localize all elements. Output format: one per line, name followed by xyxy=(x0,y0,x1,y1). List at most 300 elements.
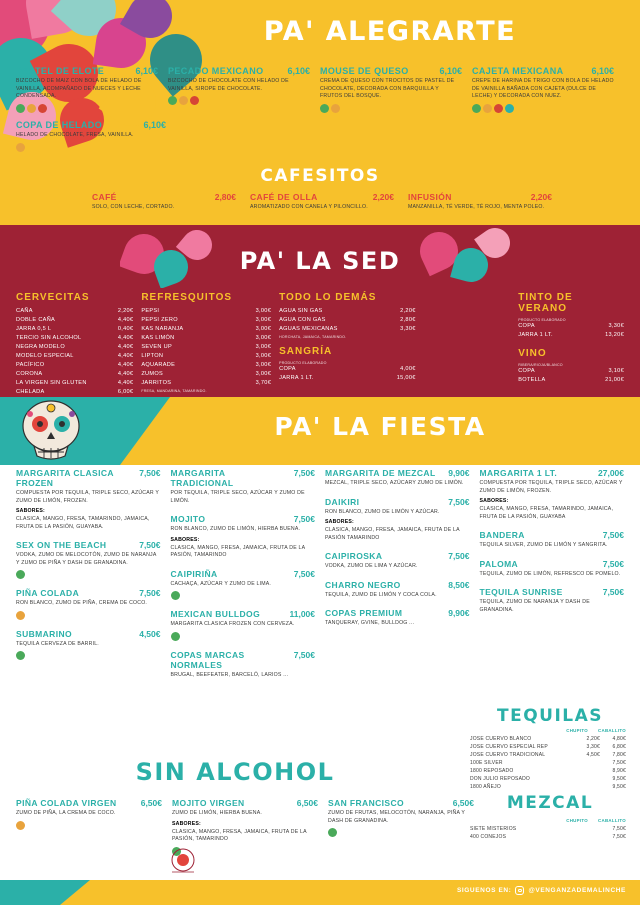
spirit-price-caballito: 4,80€ xyxy=(612,736,626,742)
drink-name: DOBLE CAÑA xyxy=(16,317,56,324)
drink-line xyxy=(518,376,624,385)
menu-item xyxy=(472,66,614,113)
menu-item xyxy=(480,468,625,521)
allergen-icons xyxy=(472,104,614,113)
item-name: CAIPIRIÑA xyxy=(170,568,218,579)
column-header: CERVECITAS xyxy=(16,292,90,303)
item-flavours-label: SABORES: xyxy=(172,820,201,827)
item-description: TEQUILA CERVEZA DE BARRIL. xyxy=(16,640,99,647)
column-header: REFRESQUITOS xyxy=(141,292,233,303)
item-flavours: CLASICA, MANGO, FRESA, TAMARINDO, JAMAICA, FRUTA DE LA PASIÓN, GUAYABA. xyxy=(16,516,150,530)
spirit-price-chupito xyxy=(574,759,600,767)
item-description: RON BLANCO, ZUMO DE LIMÓN, HIERBA BUENA. xyxy=(170,526,301,533)
item-price: 6,10€ xyxy=(287,66,310,76)
drink-price: 21,00€ xyxy=(605,377,624,384)
spirit-price-caballito: 7,50€ xyxy=(612,834,626,840)
drink-name: AGUA CON GAS xyxy=(279,317,326,324)
drink-line xyxy=(141,307,271,316)
sin-alcohol-items xyxy=(16,798,476,856)
item-price: 7,50€ xyxy=(139,588,161,599)
drink-name: AGUAS MEXICANAS xyxy=(279,326,338,333)
item-name: CAFÉ DE OLLA xyxy=(250,192,318,202)
drink-line xyxy=(279,365,416,374)
item-name: MOJITO VIRGEN xyxy=(172,798,245,808)
drink-name: CAÑA xyxy=(16,308,33,314)
spirit-price-caballito: 9,50€ xyxy=(612,784,626,790)
item-name: BANDERA xyxy=(479,530,525,541)
column-header: TODO LO DEMÁS xyxy=(279,292,377,303)
brand-stamp xyxy=(160,845,206,875)
item-name: CAIPIROSKA xyxy=(325,551,383,562)
drink-name: PEPSI ZERO xyxy=(141,317,178,324)
column-note: PRODUCTO ELABORADO xyxy=(279,361,327,366)
allergen-icons xyxy=(171,591,316,600)
item-price: 6,50€ xyxy=(452,798,474,808)
spirit-row xyxy=(470,833,626,841)
drink-line xyxy=(16,325,133,334)
allergen-icons xyxy=(16,611,161,620)
item-description: AROMATIZADO CON CANELA Y PILONCILLO. xyxy=(250,204,368,210)
item-price: 6,10€ xyxy=(135,66,158,76)
item-price: 8,50€ xyxy=(448,579,470,590)
item-price: 6,10€ xyxy=(143,120,166,130)
item-price: 7,50€ xyxy=(293,568,315,579)
item-flavours-label: SABORES: xyxy=(16,508,45,515)
drink-price: 15,00€ xyxy=(396,375,416,382)
drink-price: 3,00€ xyxy=(255,362,272,369)
drink-price: 4,00€ xyxy=(400,366,416,373)
spirit-name: DON JULIO REPOSADO xyxy=(470,776,530,782)
drink-price: 2,20€ xyxy=(400,308,416,314)
item-description: BIZCOCHO DE MAIZ CON BOLA DE HELADO DE VAINILLA, ACOMPAÑADO DE NUECES Y LECHE CONDENSADA. xyxy=(16,78,142,100)
mezcal-list xyxy=(470,818,626,841)
item-price: 6,10€ xyxy=(591,66,614,76)
item-price: 7,50€ xyxy=(293,514,315,525)
item-price: 4,50€ xyxy=(139,628,161,639)
spirit-name: JOSE CUERVO BLANCO xyxy=(470,736,532,742)
item-name: SEX ON THE BEACH xyxy=(16,540,107,551)
drink-price: 3,00€ xyxy=(255,317,272,324)
column-header-vino: VINO xyxy=(518,348,547,360)
drink-line xyxy=(518,322,624,331)
drink-line xyxy=(16,343,133,352)
column-header-sangria: SANGRÍA xyxy=(279,346,333,358)
drink-name: JARRITOS xyxy=(141,380,172,387)
menu-item xyxy=(325,580,470,600)
item-description: BIZCOCHO DE CHOCOLATE CON HELADO DE VAINILLA, SIROPE DE CHOCOLATE. xyxy=(168,78,289,92)
item-price: 11,00€ xyxy=(289,609,315,620)
menu-item xyxy=(92,192,236,212)
menu-item xyxy=(168,66,310,113)
item-name: MARGARITA TRADICIONAL xyxy=(170,468,234,488)
header-caballito: CABALLITO xyxy=(598,818,626,823)
item-name: MARGARITA DE MEZCAL xyxy=(325,468,436,478)
item-name: MEXICAN BULLDOG xyxy=(170,609,261,620)
instagram-icon[interactable] xyxy=(515,886,524,895)
item-flavours: CLASICA, MANGO, FRESA, JAMAICA, FRUTA DE LA PASIÓN, TAMARINDO xyxy=(170,544,305,559)
item-flavours-label: SABORES: xyxy=(325,519,354,526)
spirit-row xyxy=(470,759,626,767)
sed-columns xyxy=(16,292,624,407)
item-name: MARGARITA 1 LT. xyxy=(479,468,558,478)
drink-price: 3,00€ xyxy=(255,371,272,378)
drink-line xyxy=(16,316,133,325)
drink-price: 3,00€ xyxy=(255,344,272,351)
cocktail-column-2 xyxy=(171,468,316,688)
drink-line xyxy=(279,307,416,316)
drink-price: 3,10€ xyxy=(608,368,624,375)
item-name: COPAS MARCAS NORMALES xyxy=(170,649,245,670)
drink-line xyxy=(141,352,271,361)
item-price: 7,50€ xyxy=(602,530,624,541)
item-price: 27,00€ xyxy=(598,468,624,478)
item-name: CHARRO NEGRO xyxy=(325,579,401,590)
section-title-tequilas: TEQUILAS xyxy=(496,706,604,726)
drink-line xyxy=(141,316,271,325)
section-title-mezcal: MEZCAL xyxy=(506,793,594,813)
item-description: TEQUILA, ZUMO DE LIMÓN Y COCA COLA. xyxy=(325,591,437,598)
item-name: CAFÉ xyxy=(92,192,117,202)
drink-price: 4,40€ xyxy=(117,353,134,360)
drink-line xyxy=(279,374,416,383)
drink-name: KAS LIMÓN xyxy=(141,335,175,342)
drink-name: CORONA xyxy=(16,371,43,378)
menu-item xyxy=(16,629,161,661)
menu-item xyxy=(320,66,462,113)
cocktail-column-4 xyxy=(480,468,625,688)
spirit-name: 1800 REPOSADO xyxy=(470,768,514,774)
allergen-icons xyxy=(16,104,158,113)
menu-item xyxy=(16,798,162,856)
spirit-name: 100E SILVER xyxy=(470,760,503,766)
item-price: 2,20€ xyxy=(372,192,394,202)
menu-item xyxy=(480,559,625,579)
spirit-name: JOSE CUERVO TRADICIONAL xyxy=(470,752,546,758)
menu-item xyxy=(325,608,470,628)
drink-name: AQUARADE xyxy=(141,362,176,369)
drink-name: SEVEN UP xyxy=(141,344,173,351)
allergen-icons xyxy=(320,104,462,113)
drinks-column-tinto-vino xyxy=(518,292,624,407)
spirit-row xyxy=(470,783,626,791)
drink-line xyxy=(16,379,133,388)
item-price: 7,50€ xyxy=(293,468,315,478)
menu-item xyxy=(16,66,158,113)
drink-price: 2,20€ xyxy=(117,308,134,314)
item-flavours: CLASICA, MANGO, FRESA, TAMARINDO, JAMAICA, FRUTA DE LA PASIÓN, GUAYABA xyxy=(479,506,614,520)
drink-line xyxy=(518,367,624,376)
drink-name: MODELO ESPECIAL xyxy=(16,353,74,360)
item-price: 7,50€ xyxy=(139,468,161,478)
drink-line xyxy=(16,334,133,343)
drink-price: 3,00€ xyxy=(255,308,272,314)
column-note: HORCHATA, JAMAICA, TAMARINDO. xyxy=(279,335,347,340)
cafesitos-items xyxy=(92,192,552,212)
drink-line xyxy=(141,334,271,343)
spirit-price-caballito: 9,50€ xyxy=(612,776,626,782)
item-name: PALOMA xyxy=(479,558,519,569)
drink-price: 0,40€ xyxy=(117,326,134,333)
item-description: TEQUILA, ZUMO DE LIMÓN, REFRESCO DE POMELO. xyxy=(479,570,621,577)
drink-price: 4,40€ xyxy=(117,317,134,324)
item-price: 6,50€ xyxy=(296,798,318,808)
spirit-row xyxy=(470,735,626,743)
spirit-price-chupito xyxy=(574,767,600,775)
item-name: MARGARITA CLASICA FROZEN xyxy=(16,468,114,488)
item-description: CACHAÇA, AZÚCAR Y ZUMO DE LIMA. xyxy=(170,580,272,587)
spirit-table-header xyxy=(470,818,626,823)
allergen-icons xyxy=(16,651,161,660)
cocktail-column-1 xyxy=(16,468,161,688)
instagram-handle[interactable]: @VENGANZADEMALINCHE xyxy=(528,887,626,894)
item-price: 2,80€ xyxy=(214,192,236,202)
drinks-column-cervecitas xyxy=(16,292,133,407)
spirit-row xyxy=(470,751,626,759)
social-follow[interactable] xyxy=(457,886,626,895)
drink-name: COPA xyxy=(518,323,535,329)
menu-item xyxy=(171,609,316,641)
menu-item xyxy=(328,798,474,856)
item-price: 6,10€ xyxy=(439,66,462,76)
drink-name: ZUMOS xyxy=(141,371,164,378)
item-flavours: CLASICA, MANGO, FRESA, JAMAICA, FRUTA DE LA PASIÓN, TAMARINDO xyxy=(172,828,307,843)
item-name: PIÑA COLADA VIRGEN xyxy=(16,798,117,808)
spirit-price-chupito xyxy=(574,833,600,841)
drink-price: 2,80€ xyxy=(400,317,416,324)
menu-item xyxy=(16,468,161,531)
section-title-sed: PA' LA SED xyxy=(239,247,401,275)
drink-price: 3,00€ xyxy=(255,353,272,360)
spirit-price-chupito xyxy=(574,825,600,833)
spirit-price-caballito: 7,50€ xyxy=(612,826,626,832)
drink-line xyxy=(141,370,271,379)
allergen-icons xyxy=(168,96,310,105)
menu-item xyxy=(408,192,552,212)
item-description: SOLO, CON LECHE, CORTADO. xyxy=(92,204,175,210)
drink-name: TERCIO SIN ALCOHOL xyxy=(16,335,82,342)
item-price: 7,50€ xyxy=(448,496,470,507)
drink-line xyxy=(518,331,624,340)
menu-item xyxy=(480,587,625,614)
column-note: FRESA, MANDARINA, TAMARINDO. xyxy=(141,389,207,394)
drink-price: 4,40€ xyxy=(117,344,134,351)
menu-item xyxy=(16,588,161,620)
sugar-skull-illustration xyxy=(8,400,94,462)
item-description: RON BLANCO, ZUMO DE LIMÓN Y AZÚCAR. xyxy=(325,508,440,515)
spacer xyxy=(424,292,511,407)
item-price: 2,20€ xyxy=(530,192,552,202)
spirit-row xyxy=(470,767,626,775)
menu-item xyxy=(16,120,166,152)
item-name: MOUSE DE QUESO xyxy=(320,66,409,76)
item-price: 7,50€ xyxy=(448,551,470,562)
drink-price: 3,30€ xyxy=(608,323,624,329)
drink-name: NEGRA MODELO xyxy=(16,344,65,351)
drink-price: 4,40€ xyxy=(117,371,134,378)
column-note: PRODUCTO ELABORADO xyxy=(518,318,566,322)
item-description: HELADO DE CHOCOLATE, FRESA, VAINILLA. xyxy=(16,132,134,138)
spirit-row xyxy=(470,775,626,783)
item-description: VODKA, ZUMO DE MELOCOTÓN, ZUMO DE NARANJA Y ZUMO DE PIÑA Y DASH DE GRANADINA. xyxy=(16,552,157,566)
drinks-column-todo-lo-demas xyxy=(279,292,416,407)
drink-price: 13,20€ xyxy=(605,332,624,339)
spirit-price-caballito: 7,80€ xyxy=(612,752,626,758)
item-name: PASTEL DE ELOTE xyxy=(16,66,105,76)
item-flavours: CLASICA, MANGO, FRESA, JAMAICA, FRUTA DE LA PASIÓN TAMARINDO xyxy=(325,527,460,541)
allergen-icons xyxy=(16,821,162,830)
item-name: CAJETA MEXICANA xyxy=(472,66,564,76)
drink-line xyxy=(16,352,133,361)
drink-price: 6,00€ xyxy=(117,389,134,396)
item-name: MOJITO xyxy=(170,514,206,525)
drink-price: 4,40€ xyxy=(117,362,134,369)
spirit-price-caballito: 7,50€ xyxy=(612,760,626,766)
item-price: 9,90€ xyxy=(448,468,470,478)
item-description: ZUMO DE LIMÓN, HIERBA BUENA. xyxy=(172,810,263,816)
allergen-icons xyxy=(328,828,474,837)
item-price: 7,50€ xyxy=(293,649,315,660)
item-description: BRUGAL, BEEFEATER, BARCELÓ, LARIOS ... xyxy=(170,671,289,678)
item-description: TANQUERAY, GVINE, BULLDOG ... xyxy=(325,620,415,627)
drink-name: KAS NARANJA xyxy=(141,326,184,333)
follow-label: SIGUENOS EN: xyxy=(456,887,512,894)
item-description: ZUMO DE PIÑA, LA CREMA DE COCO. xyxy=(16,810,116,816)
item-name: PIÑA COLADA xyxy=(16,588,80,599)
drinks-column-refresquitos xyxy=(141,292,271,407)
alegrarte-items xyxy=(16,66,624,113)
drink-line xyxy=(279,316,416,325)
item-price: 9,90€ xyxy=(448,608,470,619)
item-name: COPA DE HELADO xyxy=(16,120,103,130)
tequilas-list xyxy=(470,728,626,791)
menu-item xyxy=(325,468,470,488)
spirit-name: 400 CONEJOS xyxy=(470,834,507,840)
drink-price: 4,40€ xyxy=(117,380,134,387)
drink-line xyxy=(16,370,133,379)
drink-name: JARRA 0,5 L xyxy=(16,326,52,333)
header-chupito: CHUPITO xyxy=(566,818,588,823)
menu-item xyxy=(480,530,625,550)
item-flavours-label: SABORES: xyxy=(170,536,200,543)
drink-line xyxy=(141,379,271,388)
spirit-table-header xyxy=(470,728,626,733)
spirit-price-chupito: 3,30€ xyxy=(586,744,600,750)
drink-name: JARRA 1 LT. xyxy=(279,375,314,382)
menu-item xyxy=(171,468,316,505)
drink-price: 3,00€ xyxy=(255,326,272,333)
item-description: TEQUILA SILVER, ZUMO DE LIMÓN Y SANGRITA. xyxy=(479,542,608,549)
menu-item xyxy=(16,540,161,579)
drink-name: COPA xyxy=(279,366,296,373)
drink-price: 3,70€ xyxy=(255,380,272,387)
cocktail-column-3 xyxy=(325,468,470,688)
item-price: 6,50€ xyxy=(140,798,162,808)
drink-name: AGUA SIN GAS xyxy=(279,308,323,314)
drink-line xyxy=(141,361,271,370)
spirit-price-caballito: 6,80€ xyxy=(612,744,626,750)
menu-item xyxy=(171,569,316,601)
spirit-name: 1800 AÑEJO xyxy=(470,784,501,790)
item-description: POR TEQUILA, TRIPLE SECO, AZÚCAR Y ZUMO DE LIMÓN. xyxy=(170,490,305,504)
drink-line xyxy=(141,325,271,334)
item-description: CREMA DE QUESO CON TROCITOS DE PASTEL DE CHOCOLATE, DECORADA CON BARQUILLA Y FRUTOS DEL BOSQUE. xyxy=(320,78,455,100)
drink-name: PEPSI xyxy=(141,308,160,314)
item-description: VODKA, ZUMO DE LIMA Y AZÚCAR. xyxy=(325,563,418,570)
drink-name: JARRA 1 LT. xyxy=(518,332,553,339)
spirit-name: JOSE CUERVO ESPECIAL REP xyxy=(470,744,548,750)
item-name: SAN FRANCISCO xyxy=(328,798,405,808)
item-description: MEZCAL, TRIPLE SECO, AZÚCARY ZUMO DE LIMÓN. xyxy=(325,480,464,486)
drink-line xyxy=(16,361,133,370)
header-caballito: CABALLITO xyxy=(598,728,626,733)
menu-item xyxy=(325,551,470,571)
drink-name: CHELADA xyxy=(16,389,45,396)
drink-name: PACÍFICO xyxy=(16,362,45,369)
item-description: RON BLANCO, ZUMO DE PIÑA, CREMA DE COCO. xyxy=(16,600,148,607)
drink-price: 4,40€ xyxy=(117,335,134,342)
item-description: COMPUESTA POR TEQUILA, TRIPLE SECO, AZÚCAR Y ZUMO DE LIMÓN, FROZEN. xyxy=(479,480,623,494)
spirit-price-chupito xyxy=(574,775,600,783)
drink-line xyxy=(141,343,271,352)
spirit-row xyxy=(470,743,626,751)
menu-item xyxy=(325,497,470,543)
drink-name: COPA xyxy=(518,368,535,375)
column-header: TINTO DE VERANO xyxy=(518,292,573,314)
item-flavours-label: SABORES: xyxy=(479,498,509,505)
drink-name: BOTELLA xyxy=(518,377,546,384)
spirit-name: SIETE MISTERIOS xyxy=(470,826,517,832)
drink-line xyxy=(16,307,133,316)
column-note: RIBERA/RIOJA/BLANCO xyxy=(518,363,563,368)
item-description: MANZANILLA, TÉ VERDE, TÉ ROJO, MENTA POLEO. xyxy=(408,204,545,210)
item-description: ZUMO DE FRUTAS, MELOCOTÓN, NARANJA, PIÑA Y DASH DE GRANADINA. xyxy=(328,810,465,824)
spirit-price-chupito: 2,20€ xyxy=(586,736,600,742)
drink-line xyxy=(279,325,416,334)
drink-name: LA VIRGEN SIN GLUTEN xyxy=(16,380,87,387)
section-title-alegrarte: PA' ALEGRARTE xyxy=(263,16,517,47)
item-description: TEQUILA, ZUMO DE NARANJA Y DASH DE GRANADINA. xyxy=(479,599,590,613)
drink-price: 3,00€ xyxy=(255,335,272,342)
menu-item xyxy=(171,650,316,680)
section-title-fiesta: PA' LA FIESTA xyxy=(274,412,486,441)
spirit-price-chupito xyxy=(574,783,600,791)
item-name: INFUSIÓN xyxy=(408,192,452,202)
item-name: DAIKIRI xyxy=(325,496,360,507)
allergen-icons xyxy=(16,570,161,579)
header-chupito: CHUPITO xyxy=(566,728,588,733)
item-price: 7,50€ xyxy=(602,587,624,598)
spirit-price-chupito: 4,50€ xyxy=(586,752,600,758)
spirit-price-caballito: 8,90€ xyxy=(612,768,626,774)
item-description: MARGARITA CLASICA FROZEN CON CERVEZA. xyxy=(170,621,295,628)
spirit-row xyxy=(470,825,626,833)
allergen-icons xyxy=(16,143,166,152)
item-name: PECADO MEXICANO xyxy=(168,66,264,76)
fiesta-columns xyxy=(16,468,624,688)
section-title-sin-alcohol: SIN ALCOHOL xyxy=(135,758,335,786)
item-price: 7,50€ xyxy=(139,540,161,551)
section-title-cafesitos: CAFESITOS xyxy=(260,166,380,186)
item-description: COMPUESTA POR TEQUILA, TRIPLE SECO, AZÚCAR Y ZUMO DE LIMÓN, FROZEN. xyxy=(16,490,159,504)
menu-item xyxy=(250,192,394,212)
menu-item xyxy=(171,514,316,560)
allergen-icons xyxy=(171,632,316,641)
item-name: COPAS PREMIUM xyxy=(325,608,403,619)
drink-price: 3,30€ xyxy=(400,326,416,333)
item-price: 7,50€ xyxy=(602,558,624,569)
drink-name: LIPTON xyxy=(141,353,164,360)
item-description: CREPE DE HARINA DE TRIGO CON BOLA DE HELADO DE VAINILLA BAÑADA CON CAJETA (DULCE DE LECHE) Y DECORADA CON NUEZ. xyxy=(472,78,614,100)
